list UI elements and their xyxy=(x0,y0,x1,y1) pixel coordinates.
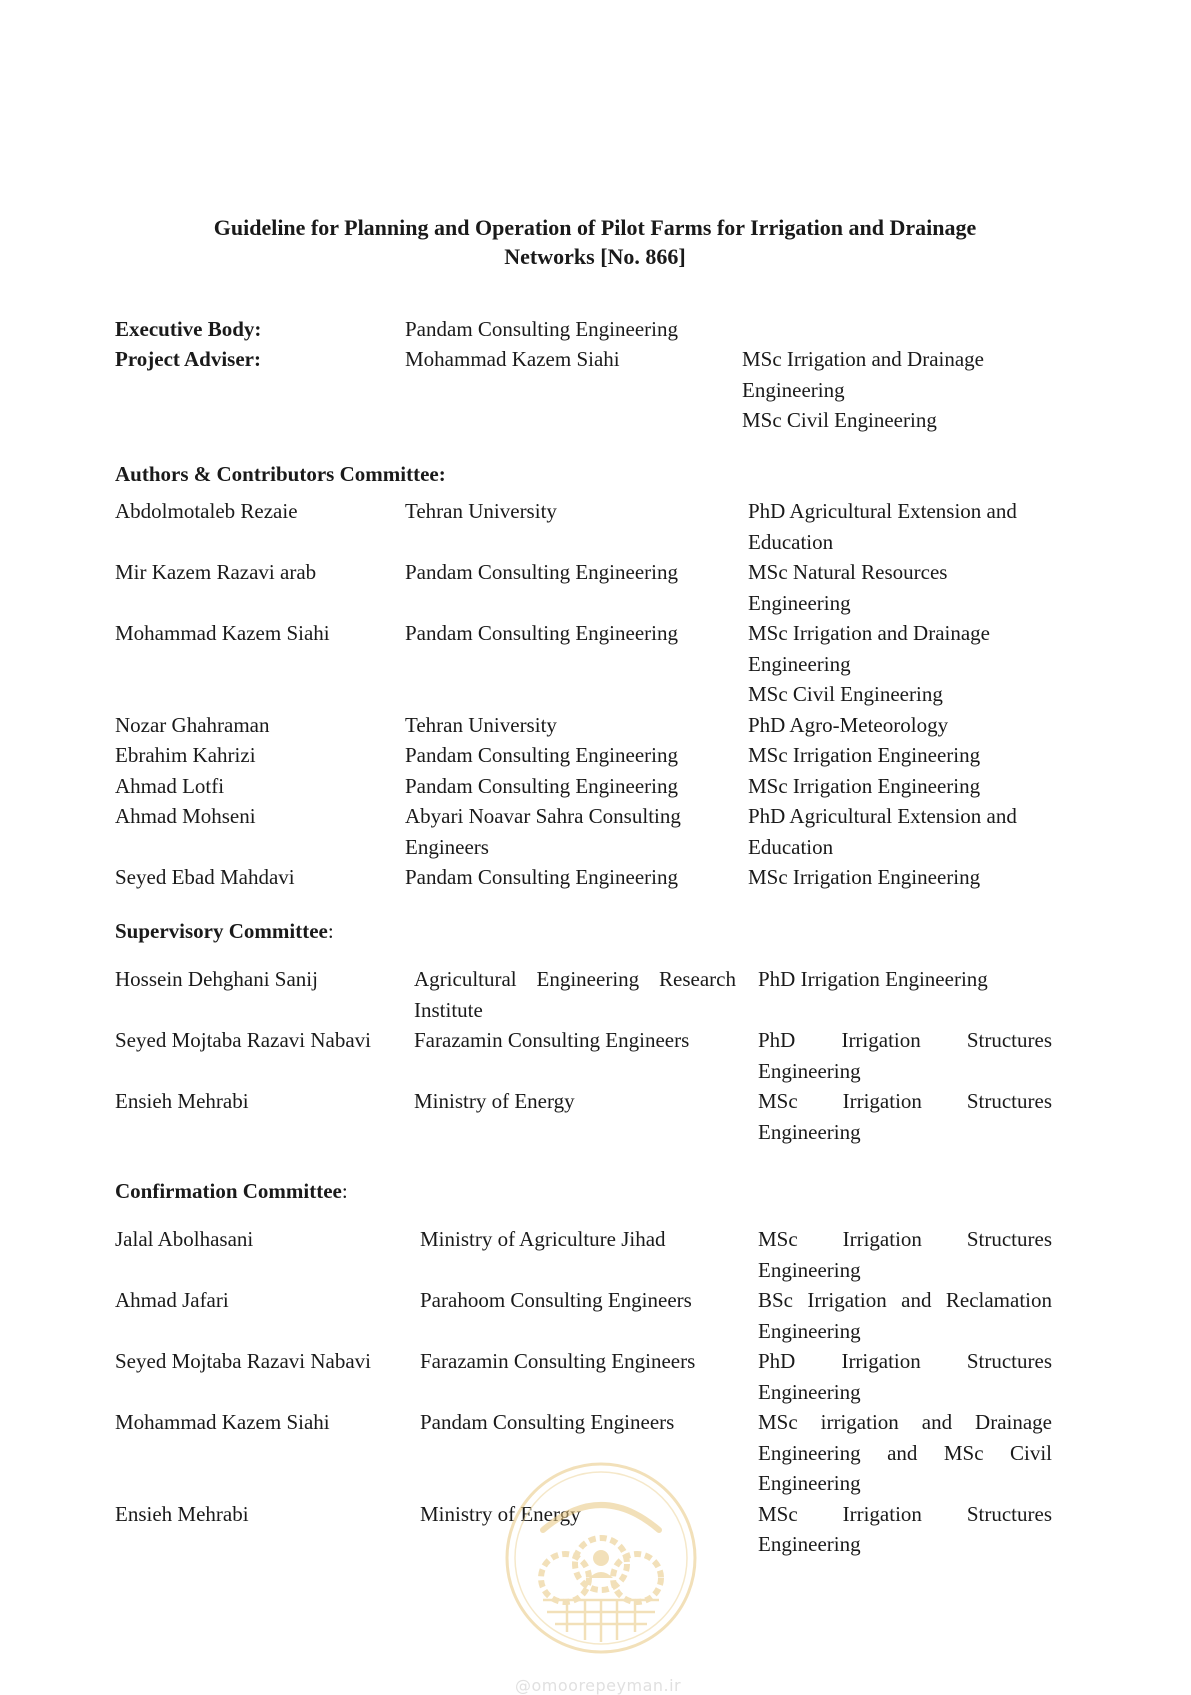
member-organization: Ministry of Agriculture Jihad xyxy=(420,1227,666,1251)
member-organization: Farazamin Consulting Engineers xyxy=(414,1028,690,1052)
supervisory-heading: Supervisory Committee: xyxy=(115,919,334,943)
title-line-2: Networks [No. 866] xyxy=(504,244,686,269)
member-degree: MSc Irrigation and Drainage Engineering MSc Civil Engineering xyxy=(748,621,991,706)
member-name: Ahmad Mohseni xyxy=(115,804,256,828)
member-degree: MSc Irrigation Structures Engineering xyxy=(758,1227,1052,1282)
title-line-1: Guideline for Planning and Operation of Pilot Farms for Irrigation and Drainage xyxy=(213,215,977,240)
member-name: Ensieh Mehrabi xyxy=(115,1501,249,1526)
document-title xyxy=(115,213,1075,271)
member-degree: MSc Irrigation Engineering xyxy=(748,865,981,889)
member-degree: PhD Irrigation Structures Engineering xyxy=(758,1028,1052,1083)
watermark-site: @omoorepeyman.ir xyxy=(515,1676,682,1695)
member-name: Jalal Abolhasani xyxy=(115,1227,254,1251)
member-name: Seyed Mojtaba Razavi Nabavi xyxy=(115,1349,371,1373)
member-degree: MSc Natural Resources Engineering xyxy=(748,560,948,615)
member-organization: Pandam Consulting Engineers xyxy=(420,1410,675,1434)
member-name: Ahmad Jafari xyxy=(115,1288,229,1312)
member-degree: MSc irrigation and Drainage Engineering and MSc Civil Engineering xyxy=(758,1410,1052,1495)
member-organization: Abyari Noavar Sahra Consulting Engineers xyxy=(405,804,681,859)
confirmation-heading: Confirmation Committee: xyxy=(115,1179,348,1203)
member-degree: PhD Agricultural Extension and Education xyxy=(748,804,1017,859)
member-organization: Tehran University xyxy=(405,712,557,737)
project-adviser-label: Project Adviser: xyxy=(115,347,261,371)
member-name: Hossein Dehghani Sanij xyxy=(115,967,318,991)
member-name: Ahmad Lotfi xyxy=(115,773,225,798)
member-degree: PhD Agricultural Extension and Education xyxy=(748,499,1017,554)
member-degree: PhD Irrigation Structures Engineering xyxy=(758,1349,1052,1404)
project-adviser-degree: MSc Irrigation and Drainage Engineering MSc Civil Engineering xyxy=(742,347,985,432)
member-name: Mohammad Kazem Siahi xyxy=(115,1410,330,1434)
authors-heading: Authors & Contributors Committee: xyxy=(115,462,446,486)
member-degree: MSc Irrigation Structures Engineering xyxy=(758,1089,1052,1144)
project-adviser-name: Mohammad Kazem Siahi xyxy=(405,347,620,371)
member-organization: Ministry of Energy xyxy=(420,1501,581,1526)
member-name: Ebrahim Kahrizi xyxy=(115,743,256,767)
member-name: Mohammad Kazem Siahi xyxy=(115,621,330,645)
member-degree: MSc Irrigation Engineering xyxy=(748,743,981,767)
member-organization: Ministry of Energy xyxy=(414,1089,575,1113)
member-name: Ensieh Mehrabi xyxy=(115,1089,249,1113)
member-organization: Farazamin Consulting Engineers xyxy=(420,1349,696,1373)
member-degree: PhD Agro-Meteorology xyxy=(748,712,949,737)
member-organization: Pandam Consulting Engineering xyxy=(405,865,678,889)
member-name: Abdolmotaleb Rezaie xyxy=(115,499,298,523)
member-organization: Agricultural Engineering Research Institute xyxy=(414,967,736,1022)
member-name: Mir Kazem Razavi arab xyxy=(115,560,317,584)
member-name: Seyed Mojtaba Razavi Nabavi xyxy=(115,1028,371,1052)
member-name: Nozar Ghahraman xyxy=(115,712,270,737)
member-organization: Pandam Consulting Engineering xyxy=(405,621,678,645)
member-degree: PhD Irrigation Engineering xyxy=(758,967,988,991)
member-degree: BSc Irrigation and Reclamation Engineering xyxy=(758,1288,1052,1343)
member-organization: Pandam Consulting Engineering xyxy=(405,560,678,584)
member-organization: Parahoom Consulting Engineers xyxy=(420,1288,692,1312)
member-name: Seyed Ebad Mahdavi xyxy=(115,865,295,889)
watermark-seal-icon xyxy=(503,1460,699,1656)
member-degree: MSc Irrigation Structures Engineering xyxy=(758,1501,1052,1556)
member-organization: Pandam Consulting Engineering xyxy=(405,773,678,798)
executive-body-value: Pandam Consulting Engineering xyxy=(405,317,678,341)
member-organization: Pandam Consulting Engineering xyxy=(405,743,678,767)
executive-body-label: Executive Body: xyxy=(115,317,262,341)
member-organization: Tehran University xyxy=(405,499,557,523)
member-degree: MSc Irrigation Engineering xyxy=(748,773,981,798)
